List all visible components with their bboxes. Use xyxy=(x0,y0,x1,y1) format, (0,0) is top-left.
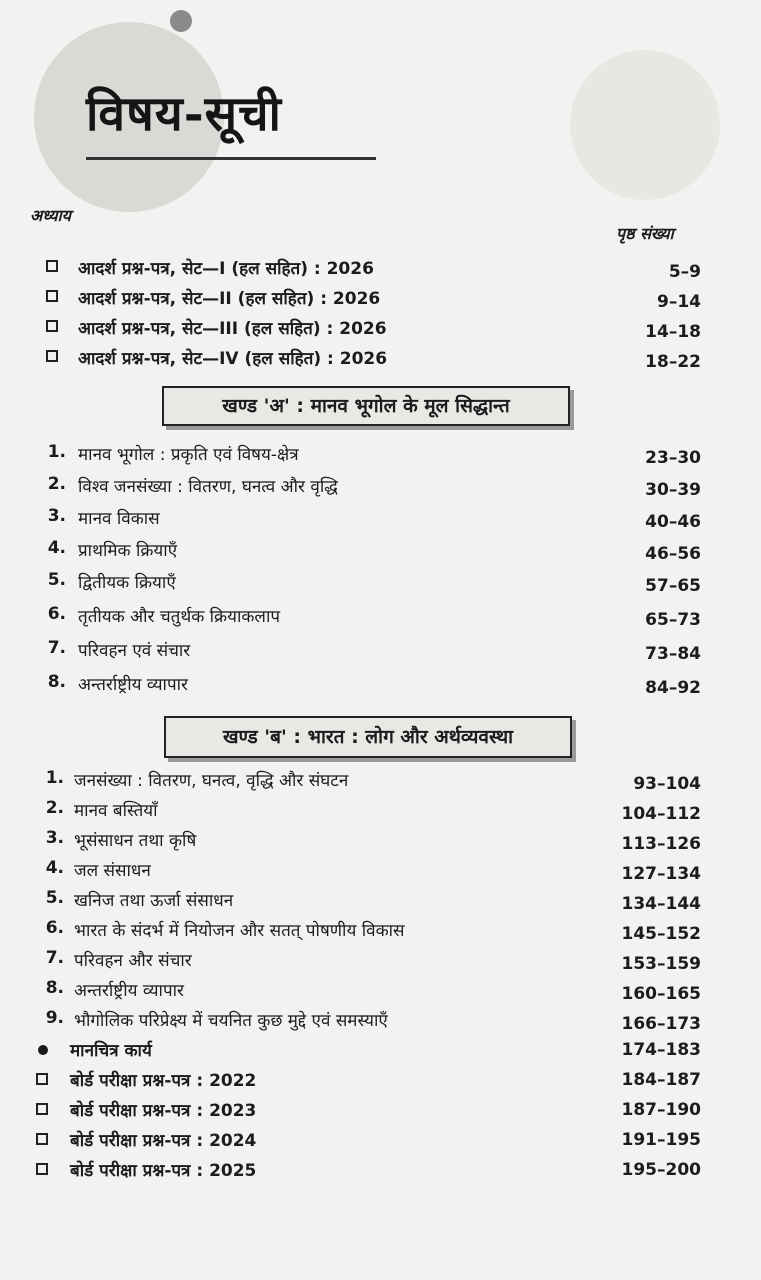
page-range: 18–22 xyxy=(645,352,701,372)
section-b-title: खण्ड 'ब' : भारत : लोग और अर्थव्यवस्था xyxy=(222,726,514,748)
chapter-row xyxy=(0,672,761,702)
chapter-title: द्वितीयक क्रियाएँ xyxy=(78,573,176,593)
chapter-title: मानव विकास xyxy=(78,509,160,529)
chapter-title: अन्तर्राष्ट्रीय व्यापार xyxy=(74,981,184,1001)
chapter-row xyxy=(0,474,761,504)
page-range: 184–187 xyxy=(621,1070,701,1090)
map-work-row xyxy=(0,1038,761,1068)
section-b-heading xyxy=(164,716,572,758)
bullet-icon xyxy=(38,1045,48,1055)
checkbox-icon xyxy=(46,290,58,302)
chapter-row xyxy=(0,768,761,798)
chapter-title: मानव बस्तियाँ xyxy=(74,801,158,821)
chapter-number: 5. xyxy=(45,888,64,908)
chapter-title: मानव भूगोल : प्रकृति एवं विषय-क्षेत्र xyxy=(78,445,299,465)
chapter-title: भारत के संदर्भ में नियोजन और सतत् पोषणीय विकास xyxy=(74,921,405,941)
chapter-title: खनिज तथा ऊर्जा संसाधन xyxy=(74,891,234,911)
chapter-row xyxy=(0,506,761,536)
page-range: 127–134 xyxy=(621,864,701,884)
board-paper-row xyxy=(0,1068,761,1098)
chapter-number: 6. xyxy=(47,604,66,624)
chapter-title: जल संसाधन xyxy=(74,861,151,881)
page-column-header: पृष्ठ संख्या xyxy=(616,224,674,243)
model-paper-row xyxy=(0,316,761,346)
page-range: 174–183 xyxy=(621,1040,701,1060)
chapter-number: 4. xyxy=(45,858,64,878)
chapter-title: जनसंख्या : वितरण, घनत्व, वृद्धि और संघटन xyxy=(74,771,349,791)
chapter-number: 1. xyxy=(47,442,66,462)
section-a-title: खण्ड 'अ' : मानव भूगोल के मूल सिद्धान्त xyxy=(222,395,510,417)
page-range: 166–173 xyxy=(621,1014,701,1034)
chapter-row xyxy=(0,1008,761,1038)
title-underline xyxy=(86,157,376,160)
model-paper-label: आदर्श प्रश्न-पत्र, सेट—II (हल सहित) : 2026 xyxy=(78,289,381,309)
chapter-title: भौगोलिक परिप्रेक्ष्य में चयनित कुछ मुद्दे एवं समस्याएँ xyxy=(74,1011,388,1031)
chapter-row xyxy=(0,442,761,472)
board-paper-label: बोर्ड परीक्षा प्रश्न-पत्र : 2023 xyxy=(70,1101,257,1121)
decorative-circle-right xyxy=(570,50,720,200)
chapter-number: 1. xyxy=(45,768,64,788)
page-range: 57–65 xyxy=(645,576,701,596)
page-range: 160–165 xyxy=(621,984,701,1004)
chapter-number: 2. xyxy=(45,798,64,818)
chapter-row xyxy=(0,948,761,978)
board-paper-label: बोर्ड परीक्षा प्रश्न-पत्र : 2022 xyxy=(70,1071,257,1091)
chapter-column-header: अध्याय xyxy=(30,206,71,225)
page-range: 73–84 xyxy=(645,644,701,664)
chapter-row xyxy=(0,570,761,600)
page-title: विषय-सूची xyxy=(86,86,282,142)
chapter-row xyxy=(0,604,761,634)
chapter-number: 3. xyxy=(47,506,66,526)
board-paper-label: बोर्ड परीक्षा प्रश्न-पत्र : 2024 xyxy=(70,1131,257,1151)
board-paper-label: बोर्ड परीक्षा प्रश्न-पत्र : 2025 xyxy=(70,1161,257,1181)
page-range: 187–190 xyxy=(621,1100,701,1120)
checkbox-icon xyxy=(46,320,58,332)
chapter-row xyxy=(0,978,761,1008)
chapter-title: अन्तर्राष्ट्रीय व्यापार xyxy=(78,675,188,695)
page-range: 153–159 xyxy=(621,954,701,974)
checkbox-icon xyxy=(46,260,58,272)
page-range: 30–39 xyxy=(645,480,701,500)
chapter-number: 6. xyxy=(45,918,64,938)
board-paper-row xyxy=(0,1128,761,1158)
chapter-row xyxy=(0,638,761,668)
model-paper-row xyxy=(0,256,761,286)
section-a-heading xyxy=(162,386,570,426)
chapter-number: 2. xyxy=(47,474,66,494)
chapter-row xyxy=(0,918,761,948)
chapter-number: 8. xyxy=(47,672,66,692)
chapter-row xyxy=(0,858,761,888)
page-range: 5–9 xyxy=(668,262,701,282)
chapter-number: 7. xyxy=(45,948,64,968)
chapter-row xyxy=(0,828,761,858)
page-range: 104–112 xyxy=(621,804,701,824)
decorative-dot xyxy=(170,10,192,32)
chapter-number: 7. xyxy=(47,638,66,658)
model-paper-label: आदर्श प्रश्न-पत्र, सेट—III (हल सहित) : 2026 xyxy=(78,319,387,339)
chapter-row xyxy=(0,888,761,918)
page-range: 93–104 xyxy=(633,774,701,794)
chapter-title: परिवहन एवं संचार xyxy=(78,641,191,661)
checkbox-icon xyxy=(36,1133,48,1145)
board-paper-row xyxy=(0,1098,761,1128)
model-paper-row xyxy=(0,286,761,316)
chapter-title: परिवहन और संचार xyxy=(74,951,192,971)
model-paper-label: आदर्श प्रश्न-पत्र, सेट—IV (हल सहित) : 2026 xyxy=(78,349,388,369)
page-range: 84–92 xyxy=(645,678,701,698)
page-range: 14–18 xyxy=(645,322,701,342)
page-range: 46–56 xyxy=(645,544,701,564)
page-range: 23–30 xyxy=(645,448,701,468)
chapter-title: भूसंसाधन तथा कृषि xyxy=(74,831,197,851)
page-range: 134–144 xyxy=(621,894,701,914)
chapter-number: 9. xyxy=(45,1008,64,1028)
chapter-title: प्राथमिक क्रियाएँ xyxy=(78,541,178,561)
checkbox-icon xyxy=(36,1073,48,1085)
checkbox-icon xyxy=(36,1103,48,1115)
chapter-number: 5. xyxy=(47,570,66,590)
model-paper-label: आदर्श प्रश्न-पत्र, सेट—I (हल सहित) : 2026 xyxy=(78,259,374,279)
checkbox-icon xyxy=(36,1163,48,1175)
chapter-number: 4. xyxy=(47,538,66,558)
page-range: 40–46 xyxy=(645,512,701,532)
chapter-number: 3. xyxy=(45,828,64,848)
page-range: 9–14 xyxy=(657,292,701,312)
model-paper-row xyxy=(0,346,761,376)
chapter-title: विश्व जनसंख्या : वितरण, घनत्व और वृद्धि xyxy=(78,477,338,497)
page-range: 145–152 xyxy=(621,924,701,944)
chapter-title: तृतीयक और चतुर्थक क्रियाकलाप xyxy=(78,607,281,627)
checkbox-icon xyxy=(46,350,58,362)
page-range: 195–200 xyxy=(621,1160,701,1180)
page-range: 191–195 xyxy=(621,1130,701,1150)
chapter-row xyxy=(0,798,761,828)
chapter-number: 8. xyxy=(45,978,64,998)
map-work-label: मानचित्र कार्य xyxy=(70,1041,152,1061)
page-range: 113–126 xyxy=(621,834,701,854)
board-paper-row xyxy=(0,1158,761,1188)
chapter-row xyxy=(0,538,761,568)
page-range: 65–73 xyxy=(645,610,701,630)
